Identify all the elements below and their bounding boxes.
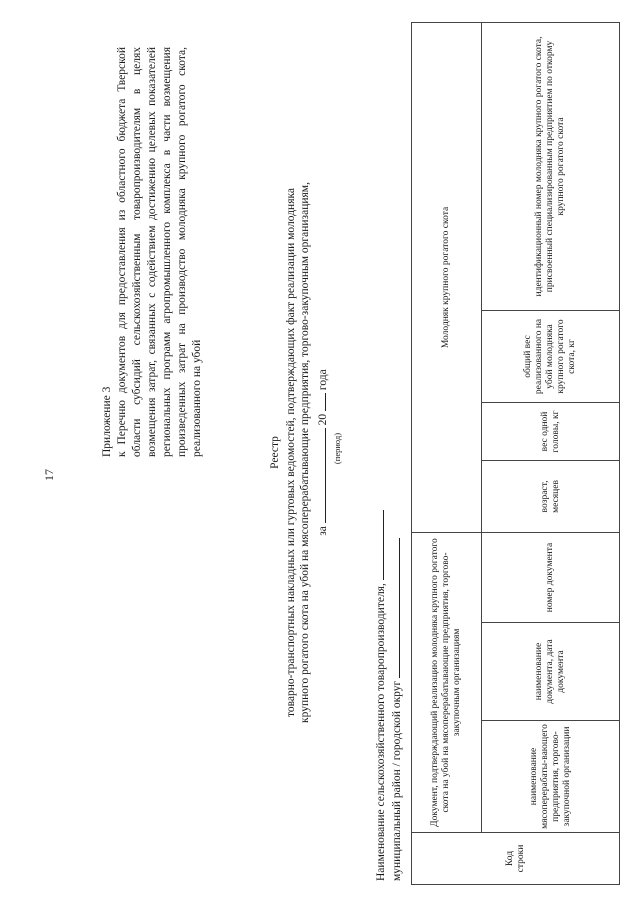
- age-header: возраст, месяцев: [482, 460, 620, 532]
- page-number: 17: [42, 469, 56, 481]
- table-header-row-1: [412, 22, 482, 884]
- period-prefix: за: [316, 526, 329, 536]
- document-group-header: Документ, подтверждающий реализацию молодняка крупного рогатого скота на убой на мясоперерабатывающие предприятия, торгово-закупочным организациям: [412, 532, 482, 832]
- enterprise-name-header: наименование мясоперерабаты-вающего предприятия, торгово-закупочной организации: [482, 721, 620, 833]
- table-header-row-2: [482, 22, 620, 884]
- code-header: Код строки: [412, 833, 620, 885]
- district-label: муниципальный район / городской округ: [391, 680, 403, 881]
- period-year-prefix: 20: [316, 413, 329, 426]
- doc-name-header: наименование документа, дата документа: [482, 623, 620, 721]
- year-blank: [314, 393, 326, 411]
- doc-number-header: номер документа: [482, 532, 620, 622]
- registry-title-line-2: крупного рогатого скота на убой на мясоперерабатывающие предприятия, торгово-закупочным организациям,: [299, 182, 311, 723]
- producer-name-row: [372, 510, 388, 881]
- id-number-header: идентификационный номер молодняка крупного рогатого скота, присвоенный специализированным предприятием по откорму крупного рогатого скота: [482, 22, 620, 310]
- appendix-text: к Перечню документов для предоставления из областного бюджета Тверской области субсидий сельскохозяйственным товаропроизводителям в целях возмещения затрат, связанных с содействием достижению целевых показателей региональных программ агропромышленного комплекса в части возмещения произведенных затрат на производство молодняка крупного рогатого скота, реализованного на убой: [116, 47, 203, 457]
- producer-name-label: Наименование сельскохозяйственного товаропроизводителя,: [375, 583, 387, 881]
- registry-table: [411, 22, 620, 885]
- registry-title-block: [268, 120, 345, 785]
- appendix-title: Приложение 3: [101, 386, 113, 457]
- appendix-block: [100, 47, 205, 457]
- district-blank: [388, 538, 400, 678]
- period-blank: [314, 428, 326, 523]
- registry-title-line-1: товарно-транспортных накладных или гуртовых ведомостей, подтверждающих факт реализации молодняка: [284, 188, 297, 717]
- period-caption: (период): [332, 432, 342, 465]
- head-weight-header: вес одной головы, кг: [482, 402, 620, 460]
- period-row: [314, 369, 345, 535]
- total-weight-header: общий вес реализованного на убой молодняка крупного рогатого скота, кг: [482, 310, 620, 402]
- cattle-group-header: Молодняк крупного рогатого скота: [412, 22, 482, 532]
- producer-name-blank: [372, 510, 384, 580]
- period-suffix: года: [316, 369, 329, 391]
- producer-block: [372, 510, 404, 881]
- registry-heading: Реестр: [269, 436, 281, 469]
- district-row: [388, 510, 404, 881]
